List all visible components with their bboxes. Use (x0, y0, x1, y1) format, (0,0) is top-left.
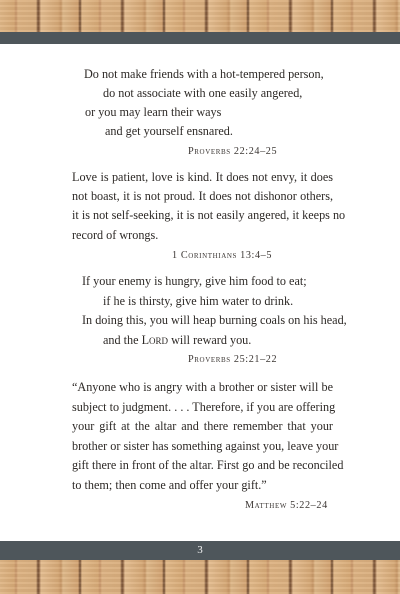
verse-line: do not associate with one easily angered, (103, 86, 303, 100)
verse-line: If your enemy is hungry, give him food to eat; (82, 274, 307, 288)
scripture-reference: Matthew 5:22–24 (245, 500, 328, 511)
scripture-reference: 1 Corinthians 13:4–5 (172, 250, 273, 261)
divine-name: Lord (141, 333, 169, 347)
verse-line: or you may learn their ways (85, 105, 222, 119)
verse-line: it is not self-seeking, it is not easily angered, it keeps no (72, 208, 346, 222)
verse-line: if he is thirsty, give him water to drink. (103, 294, 294, 308)
verse-line: “Anyone who is angry with a brother or sister will be (72, 380, 333, 394)
scripture-reference: Proverbs 22:24–25 (188, 146, 278, 157)
page-body (0, 44, 400, 541)
verse-line: your gift at the altar and there remember that your (72, 419, 333, 433)
wood-header-band (0, 0, 400, 32)
verse-line: record of wrongs. (72, 228, 159, 242)
verse-line: and get yourself ensnared. (105, 124, 233, 138)
wood-footer-band (0, 560, 400, 594)
scripture-reference: Proverbs 25:21–22 (188, 354, 278, 365)
verse-line: not boast, it is not proud. It does not dishonor others, (72, 189, 333, 203)
verse-line: Do not make friends with a hot-tempered person, (84, 67, 324, 81)
verse-line: brother or sister has something against you, leave your (72, 439, 339, 453)
top-divider-bar (0, 32, 400, 44)
verse-line: to them; then come and offer your gift.” (72, 478, 267, 492)
verse-line: Love is patient, love is kind. It does not envy, it does (72, 170, 333, 184)
verse-line: subject to judgment. . . . Therefore, if you are offering (72, 400, 336, 414)
verse-line: gift there in front of the altar. First go and be reconciled (72, 458, 344, 472)
verse-line: and the Lord will reward you. (103, 333, 252, 347)
page-number: 3 (197, 544, 203, 556)
verse-line: In doing this, you will heap burning coals on his head, (82, 313, 347, 327)
